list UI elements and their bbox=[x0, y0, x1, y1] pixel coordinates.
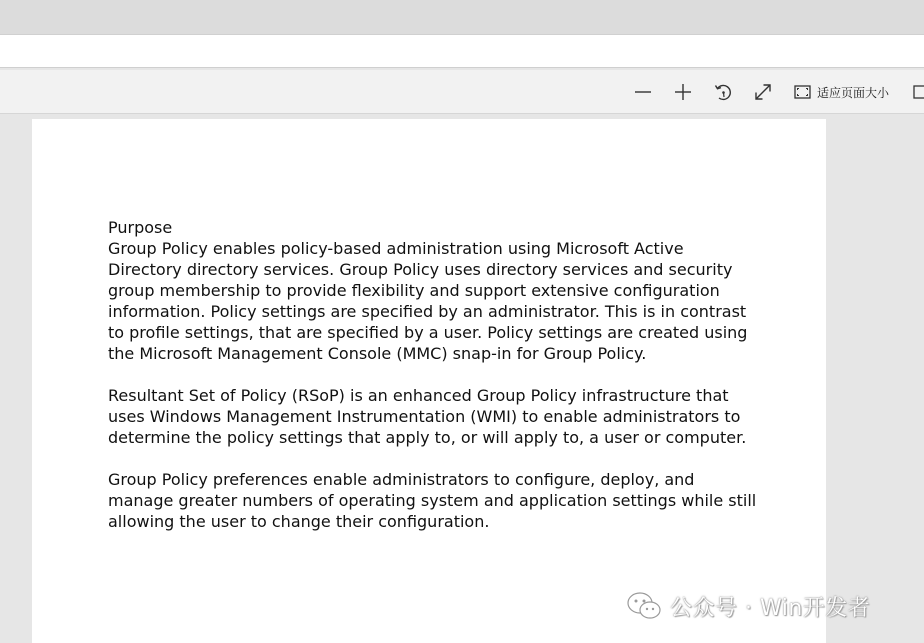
fit-page-icon bbox=[794, 85, 811, 99]
rotate-button[interactable] bbox=[712, 81, 734, 103]
page-view-icon bbox=[912, 81, 924, 103]
minus-icon bbox=[633, 82, 653, 102]
wechat-icon bbox=[626, 591, 662, 621]
watermark-text: 公众号 · Win开发者 bbox=[670, 595, 871, 621]
fit-page-button[interactable] bbox=[794, 81, 889, 103]
fullscreen-button[interactable] bbox=[752, 81, 774, 103]
zoom-out-button[interactable] bbox=[632, 81, 654, 103]
expand-icon bbox=[753, 82, 773, 102]
doc-heading: Purpose bbox=[108, 218, 173, 237]
doc-paragraph-2: Resultant Set of Policy (RSoP) is an enhanced Group Policy infrastructure that uses Windows Management Instrumentation (WMI) to enable administrators to determine the policy settings that apply to, or will apply to, a user or computer. bbox=[108, 386, 747, 447]
rotate-icon bbox=[713, 82, 733, 102]
overflow-button[interactable] bbox=[912, 81, 924, 103]
viewer-toolbar bbox=[0, 70, 924, 114]
zoom-in-button[interactable] bbox=[672, 81, 694, 103]
document-viewer[interactable] bbox=[0, 114, 924, 643]
address-bar[interactable] bbox=[0, 34, 924, 68]
document-page bbox=[32, 119, 826, 643]
document-text bbox=[108, 217, 758, 532]
plus-icon bbox=[673, 82, 693, 102]
doc-paragraph-3: Group Policy preferences enable administrators to configure, deploy, and manage greater numbers of operating system and application settings while still allowing the user to change their configuration. bbox=[108, 470, 757, 531]
watermark bbox=[626, 590, 870, 622]
title-bar bbox=[0, 0, 924, 34]
doc-paragraph-1: Group Policy enables policy-based administration using Microsoft Active Directory directory services. Group Policy uses directory services and security group membership to provide flexibility and support extensive configuration information. Policy settings are specified by an administrator. This is in contrast to profile settings, that are specified by a user. Policy settings are created using the Microsoft Management Console (MMC) snap-in for Group Policy. bbox=[108, 239, 748, 363]
fit-page-label: 适应页面大小 bbox=[817, 85, 890, 100]
